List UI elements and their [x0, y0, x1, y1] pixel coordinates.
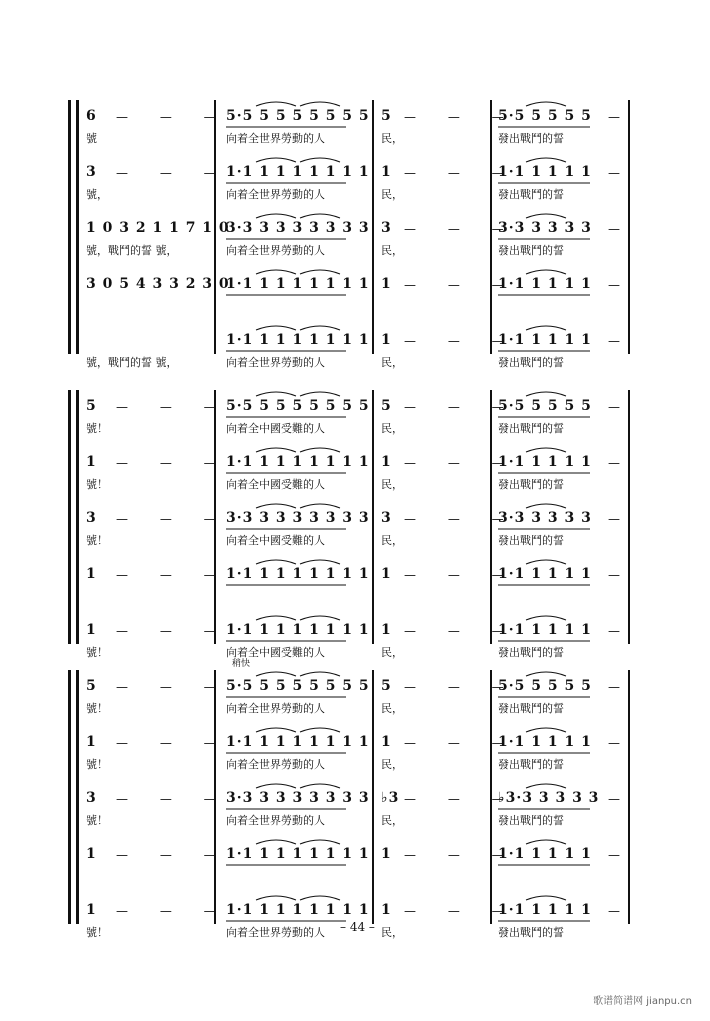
note-group: 1·1 1 1 1 1 — [498, 902, 592, 918]
tuplet-arc — [256, 896, 296, 900]
tuplet-arc — [526, 270, 566, 274]
score-system — [0, 390, 710, 670]
note-group: 1·1 1 1 1 1 — [498, 454, 592, 470]
tuplet-arc — [256, 102, 296, 106]
tuplet-arc — [300, 158, 340, 162]
note-group: 3·3 3 3 3 3 3 3 3 — [226, 790, 370, 806]
tuplet-arc — [256, 840, 296, 844]
hold-dashes: — — — — [404, 624, 518, 638]
lyric-line: 向着全世界勞動的人 — [226, 132, 325, 145]
hold-dashes: — — — — [116, 624, 230, 638]
hold-dashes: — — — — [116, 680, 230, 694]
lyric-line: 發出戰鬥的誓 — [498, 188, 564, 201]
lyric-line: 民， — [381, 814, 403, 827]
note-group: 1·1 1 1 1 1 — [498, 734, 592, 750]
note-group: 5 — [381, 678, 392, 694]
lyric-line: 發出戰鬥的誓 — [498, 534, 564, 547]
hold-dashes: — — — — [116, 512, 230, 526]
note-group: 1 — [381, 164, 392, 180]
lyric-line: 向着全世界勞動的人 — [226, 356, 325, 369]
hold-dashes: — — [608, 680, 634, 694]
beam-layer — [0, 100, 710, 380]
tuplet-arc — [526, 214, 566, 218]
lyric-line: 發出戰鬥的誓 — [498, 132, 564, 145]
hold-dashes: — — — — [404, 334, 518, 348]
note-group: 1·1 1 1 1 1 — [498, 566, 592, 582]
hold-dashes: — — — — [116, 736, 230, 750]
tuplet-arc — [256, 616, 296, 620]
note-group: 3·3 3 3 3 3 3 3 3 — [226, 510, 370, 526]
score-system — [0, 100, 710, 380]
lyric-line: 號！ — [86, 926, 108, 939]
tuplet-arc — [526, 896, 566, 900]
hold-dashes: — — — — [116, 792, 230, 806]
hold-dashes: — — — — [404, 400, 518, 414]
hold-dashes: — — — — [116, 110, 230, 124]
tuplet-arc — [300, 896, 340, 900]
tuplet-arc — [256, 448, 296, 452]
lyric-line: 向着全世界勞動的人 — [226, 188, 325, 201]
tuplet-arc — [300, 326, 340, 330]
note-group: 5 — [86, 398, 97, 414]
watermark: 歌谱简谱网 jianpu.cn — [593, 996, 692, 1007]
note-group: 1 — [381, 622, 392, 638]
tuplet-arc — [526, 102, 566, 106]
hold-dashes: — — — — [404, 736, 518, 750]
note-group: 1·1 1 1 1 1 1 1 1 — [226, 276, 370, 292]
note-group: 5·5 5 5 5 5 5 5 5 — [226, 398, 370, 414]
tuplet-arc — [300, 102, 340, 106]
lyric-line: 發出戰鬥的誓 — [498, 422, 564, 435]
lyric-line: 民， — [381, 478, 403, 491]
tuplet-arc — [526, 560, 566, 564]
note-group: 5 — [86, 678, 97, 694]
tuplet-arc — [256, 560, 296, 564]
hold-dashes: — — — — [404, 110, 518, 124]
note-group: 3 — [86, 790, 97, 806]
score-system — [0, 670, 710, 950]
tuplet-arc — [256, 326, 296, 330]
lyric-line: 發出戰鬥的誓 — [498, 356, 564, 369]
lyric-line: 發出戰鬥的誓 — [498, 478, 564, 491]
note-group: ♭3·3 3 3 3 3 — [498, 790, 600, 806]
tuplet-arc — [526, 728, 566, 732]
hold-dashes: — — [608, 568, 634, 582]
hold-dashes: — — [608, 400, 634, 414]
tuplet-arc — [256, 158, 296, 162]
tuplet-arc — [526, 326, 566, 330]
note-group: 1·1 1 1 1 1 — [498, 622, 592, 638]
lyric-line: 向着全世界勞動的人 — [226, 926, 325, 939]
note-group: 1 — [381, 566, 392, 582]
page-number: – 44 – — [340, 920, 375, 934]
hold-dashes: — — [608, 736, 634, 750]
note-group: 3·3 3 3 3 3 — [498, 510, 592, 526]
note-group: 3·3 3 3 3 3 — [498, 220, 592, 236]
lyric-line: 民， — [381, 646, 403, 659]
hold-dashes: — — — — [404, 848, 518, 862]
note-group: 1 — [381, 846, 392, 862]
note-group: 3·3 3 3 3 3 3 3 3 — [226, 220, 370, 236]
note-group: 1 0 3 2 1 1 7 1 0 — [86, 220, 230, 236]
hold-dashes: — — [608, 222, 634, 236]
tuplet-arc — [256, 728, 296, 732]
tuplet-arc — [256, 504, 296, 508]
note-group: 1 — [86, 734, 97, 750]
hold-dashes: — — [608, 110, 634, 124]
lyric-line: 號，戰鬥的誓 號， — [86, 244, 178, 257]
note-group: 5 — [381, 108, 392, 124]
hold-dashes: — — — — [404, 792, 518, 806]
lyric-line: 號，戰鬥的誓 號， — [86, 356, 178, 369]
note-group: 1·1 1 1 1 1 1 1 1 — [226, 454, 370, 470]
note-group: 1·1 1 1 1 1 1 1 1 — [226, 566, 370, 582]
tuplet-arc — [300, 728, 340, 732]
note-group: 1·1 1 1 1 1 1 1 1 — [226, 902, 370, 918]
hold-dashes: — — — — [404, 680, 518, 694]
lyric-line: 民， — [381, 702, 403, 715]
hold-dashes: — — [608, 624, 634, 638]
note-group: 1 — [381, 332, 392, 348]
lyric-line: 號！ — [86, 702, 108, 715]
lyric-line: 發出戰鬥的誓 — [498, 646, 564, 659]
note-group: 1·1 1 1 1 1 — [498, 846, 592, 862]
hold-dashes: — — — — [404, 456, 518, 470]
lyric-line: 發出戰鬥的誓 — [498, 244, 564, 257]
lyric-line: 民， — [381, 422, 403, 435]
note-group: 5·5 5 5 5 5 — [498, 398, 592, 414]
note-group: 1·1 1 1 1 1 1 1 1 — [226, 332, 370, 348]
hold-dashes: — — [608, 278, 634, 292]
tuplet-arc — [300, 672, 340, 676]
tuplet-arc — [526, 504, 566, 508]
hold-dashes: — — — — [116, 848, 230, 862]
hold-dashes: — — [608, 792, 634, 806]
lyric-line: 民， — [381, 132, 403, 145]
tuplet-arc — [526, 616, 566, 620]
lyric-line: 向着全世界勞動的人 — [226, 814, 325, 827]
note-group: 5 — [381, 398, 392, 414]
lyric-line: 民， — [381, 534, 403, 547]
lyric-line: 號 — [86, 132, 97, 145]
hold-dashes: — — — — [116, 904, 230, 918]
tuplet-arc — [300, 214, 340, 218]
lyric-line: 號， — [86, 188, 108, 201]
tuplet-arc — [526, 448, 566, 452]
tuplet-arc — [256, 270, 296, 274]
hold-dashes: — — — — [116, 568, 230, 582]
note-group: 1 — [86, 566, 97, 582]
note-group: 1 — [86, 454, 97, 470]
hold-dashes: — — [608, 334, 634, 348]
beam-layer — [0, 390, 710, 670]
hold-dashes: — — — — [404, 222, 518, 236]
tuplet-arc — [300, 784, 340, 788]
lyric-line: 向着全世界勞動的人 — [226, 244, 325, 257]
note-group: 1·1 1 1 1 1 — [498, 276, 592, 292]
note-group: 1 — [381, 902, 392, 918]
hold-dashes: — — [608, 456, 634, 470]
hold-dashes: — — [608, 166, 634, 180]
lyric-line: 號！ — [86, 646, 108, 659]
note-group: 6 — [86, 108, 97, 124]
tuplet-arc — [526, 672, 566, 676]
note-group: 1·1 1 1 1 1 1 1 1 — [226, 846, 370, 862]
lyric-line: 發出戰鬥的誓 — [498, 814, 564, 827]
lyric-line: 民， — [381, 758, 403, 771]
hold-dashes: — — — — [404, 568, 518, 582]
note-group: 3 — [381, 220, 392, 236]
tuplet-arc — [256, 784, 296, 788]
hold-dashes: — — — — [116, 166, 230, 180]
lyric-line: 向着全中國受難的人 — [226, 534, 325, 547]
note-group: 3 0 5 4 3 3 2 3 0 — [86, 276, 230, 292]
lyric-line: 民， — [381, 188, 403, 201]
tuplet-arc — [256, 214, 296, 218]
note-group: 1 — [381, 734, 392, 750]
lyric-line: 向着全中國受難的人 — [226, 646, 325, 659]
note-group: 3 — [86, 164, 97, 180]
note-group: 5·5 5 5 5 5 5 5 5 — [226, 678, 370, 694]
note-group: 3 — [381, 510, 392, 526]
note-group: 1·1 1 1 1 1 1 1 1 — [226, 622, 370, 638]
hold-dashes: — — — — [404, 904, 518, 918]
lyric-line: 號！ — [86, 478, 108, 491]
tuplet-arc — [256, 672, 296, 676]
lyric-line: 民， — [381, 926, 403, 939]
lyric-line: 向着全世界勞動的人 — [226, 758, 325, 771]
note-group: 5·5 5 5 5 5 5 5 5 — [226, 108, 370, 124]
note-group: 1 — [86, 622, 97, 638]
tuplet-arc — [300, 840, 340, 844]
lyric-line: 發出戰鬥的誓 — [498, 926, 564, 939]
lyric-line: 向着全世界勞動的人 — [226, 702, 325, 715]
lyric-line: 號！ — [86, 534, 108, 547]
tuplet-arc — [300, 560, 340, 564]
note-group: 1 — [381, 276, 392, 292]
tuplet-arc — [300, 392, 340, 396]
tuplet-arc — [256, 392, 296, 396]
hold-dashes: — — — — [116, 456, 230, 470]
tuplet-arc — [300, 504, 340, 508]
note-group: 1·1 1 1 1 1 — [498, 164, 592, 180]
hold-dashes: — — [608, 904, 634, 918]
tuplet-arc — [300, 448, 340, 452]
lyric-line: 民， — [381, 244, 403, 257]
lyric-line: 發出戰鬥的誓 — [498, 702, 564, 715]
lyric-line: 號！ — [86, 814, 108, 827]
hold-dashes: — — — — [116, 400, 230, 414]
note-group: ♭3 — [381, 790, 400, 806]
hold-dashes: — — — — [404, 512, 518, 526]
beam-layer — [0, 670, 710, 950]
note-group: 1 — [86, 846, 97, 862]
lyric-line: 號！ — [86, 422, 108, 435]
tuplet-arc — [526, 840, 566, 844]
note-group: 1 — [86, 902, 97, 918]
lyric-line: 向着全中國受難的人 — [226, 422, 325, 435]
note-group: 1·1 1 1 1 1 1 1 1 — [226, 164, 370, 180]
lyric-line: 向着全中國受難的人 — [226, 478, 325, 491]
lyric-line: 民， — [381, 356, 403, 369]
note-group: 1·1 1 1 1 1 1 1 1 — [226, 734, 370, 750]
note-group: 1·1 1 1 1 1 — [498, 332, 592, 348]
tuplet-arc — [526, 784, 566, 788]
hold-dashes: — — — — [404, 278, 518, 292]
note-group: 5·5 5 5 5 5 — [498, 678, 592, 694]
hold-dashes: — — [608, 512, 634, 526]
note-group: 5·5 5 5 5 5 — [498, 108, 592, 124]
hold-dashes: — — — — [404, 166, 518, 180]
lyric-line: 號！ — [86, 758, 108, 771]
tempo-mark: 稍快 — [232, 659, 251, 669]
tuplet-arc — [300, 270, 340, 274]
tuplet-arc — [526, 392, 566, 396]
tuplet-arc — [526, 158, 566, 162]
note-group: 1 — [381, 454, 392, 470]
tuplet-arc — [300, 616, 340, 620]
hold-dashes: — — [608, 848, 634, 862]
note-group: 3 — [86, 510, 97, 526]
lyric-line: 發出戰鬥的誓 — [498, 758, 564, 771]
